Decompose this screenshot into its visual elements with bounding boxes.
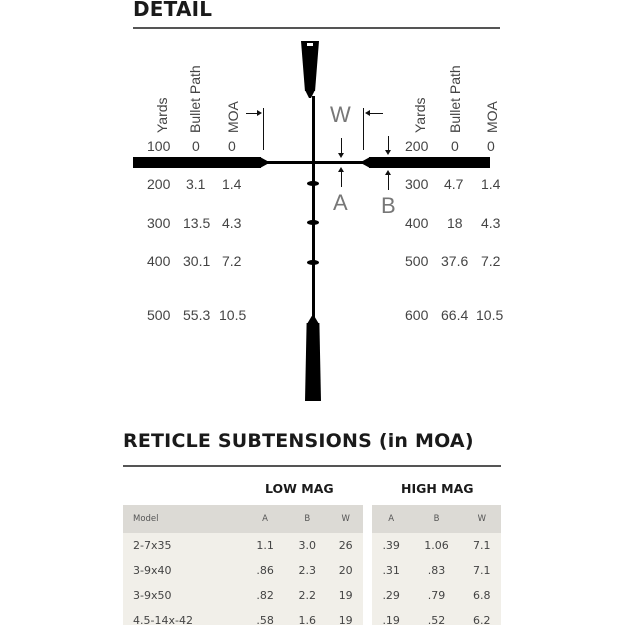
- low-b-cell: 3.0: [298, 539, 317, 552]
- high-header-b: B: [410, 505, 462, 533]
- left-path-0: 0: [192, 138, 200, 154]
- high-a-cell: .29: [382, 589, 400, 602]
- reticle-dot-2: [307, 220, 319, 225]
- table-row: [123, 608, 363, 633]
- left-moa-3: 7.2: [222, 253, 242, 269]
- high-header-a: A: [372, 505, 410, 533]
- reticle-vertical-line: [312, 96, 315, 321]
- table-row: [123, 533, 363, 558]
- high-mag-label: HIGH MAG: [401, 481, 474, 496]
- left-path-4: 55.3: [183, 307, 211, 323]
- left-yards-1: 200: [147, 176, 171, 192]
- high-mag-table: [372, 505, 501, 633]
- w-right-bracket-line: [363, 108, 364, 150]
- low-header-a: A: [244, 505, 286, 533]
- right-header-yards: Yards: [412, 97, 428, 133]
- high-w-cell: 7.1: [473, 564, 491, 577]
- reticle-dot-1: [307, 181, 319, 186]
- low-header-w: W: [328, 505, 363, 533]
- low-a-cell: .58: [256, 614, 274, 627]
- left-header-yards: Yards: [154, 97, 170, 133]
- w-right-arrow-head: [365, 110, 370, 116]
- right-moa-4: 10.5: [476, 307, 504, 323]
- high-b-cell: .79: [427, 589, 446, 602]
- right-path-4: 66.4: [441, 307, 469, 323]
- left-yards-4: 500: [147, 307, 171, 323]
- right-yards-4: 600: [405, 307, 429, 323]
- left-path-1: 3.1: [186, 176, 206, 192]
- left-moa-1: 1.4: [222, 176, 242, 192]
- right-moa-0: 0: [487, 138, 495, 154]
- w-right-arrow-shaft: [368, 113, 383, 114]
- right-path-0: 0: [451, 138, 459, 154]
- right-path-1: 4.7: [444, 176, 464, 192]
- low-w-cell: 19: [338, 614, 353, 627]
- left-yards-3: 400: [147, 253, 171, 269]
- right-yards-2: 400: [405, 215, 429, 231]
- a-bottom-arrow-shaft: [341, 171, 342, 187]
- label-w: W: [330, 102, 351, 127]
- left-moa-0: 0: [228, 138, 236, 154]
- low-b-cell: 1.6: [298, 614, 317, 627]
- low-header-model: Model: [123, 505, 244, 533]
- low-a-cell: .82: [256, 589, 274, 602]
- reticle-bottom-taper: [307, 316, 319, 324]
- high-a-cell: .31: [382, 564, 400, 577]
- low-b-cell: 2.3: [298, 564, 317, 577]
- w-left-bracket-line: [263, 108, 264, 150]
- low-w-cell: 19: [338, 589, 353, 602]
- table-row: [372, 558, 501, 583]
- high-a-cell: .19: [382, 614, 400, 627]
- model-cell: 4.5-14x-42: [133, 614, 193, 627]
- high-b-cell: 1.06: [424, 539, 449, 552]
- left-path-2: 13.5: [183, 215, 211, 231]
- right-moa-2: 4.3: [481, 215, 501, 231]
- high-b-cell: .52: [427, 614, 446, 627]
- reticle-dot-3: [307, 260, 319, 265]
- left-moa-2: 4.3: [222, 215, 242, 231]
- subtensions-title: RETICLE SUBTENSIONS (in MOA): [123, 430, 474, 452]
- high-mag-header-row: [372, 505, 501, 533]
- right-path-3: 37.6: [441, 253, 469, 269]
- high-w-cell: 6.2: [473, 614, 491, 627]
- low-mag-label: LOW MAG: [265, 481, 334, 496]
- w-left-arrow-head: [257, 110, 262, 116]
- left-header-moa: MOA: [225, 101, 241, 133]
- table-row: [372, 608, 501, 633]
- high-a-cell: .39: [382, 539, 400, 552]
- low-w-cell: 26: [338, 539, 353, 552]
- label-a: A: [333, 190, 348, 215]
- reticle-bottom-post: [305, 323, 321, 401]
- low-a-cell: .86: [256, 564, 274, 577]
- a-top-arrow-head: [338, 153, 344, 158]
- right-moa-1: 1.4: [481, 176, 501, 192]
- low-a-cell: 1.1: [256, 539, 274, 552]
- reticle-horizontal-line: [266, 161, 366, 164]
- low-header-b: B: [286, 505, 328, 533]
- model-cell: 3-9x40: [133, 564, 172, 577]
- high-w-cell: 7.1: [473, 539, 491, 552]
- right-yards-0: 200: [405, 138, 429, 154]
- model-cell: 2-7x35: [133, 539, 172, 552]
- right-yards-1: 300: [405, 176, 429, 192]
- reticle-top-notch: [307, 43, 313, 46]
- reticle-right-post: [369, 157, 490, 168]
- table-row: [123, 558, 363, 583]
- left-header-bullet-path: Bullet Path: [187, 65, 203, 133]
- reticle-left-post: [133, 157, 261, 168]
- subtensions-divider: [123, 465, 501, 467]
- label-b: B: [381, 193, 396, 218]
- low-w-cell: 20: [338, 564, 353, 577]
- left-yards-2: 300: [147, 215, 171, 231]
- table-row: [372, 583, 501, 608]
- reticle-top-post: [301, 41, 319, 91]
- b-bottom-arrow-shaft: [388, 174, 389, 190]
- high-header-w: W: [463, 505, 501, 533]
- table-row: [372, 533, 501, 558]
- low-mag-header-row: [123, 505, 363, 533]
- left-yards-0: 100: [147, 138, 171, 154]
- right-header-bullet-path: Bullet Path: [447, 65, 463, 133]
- left-path-3: 30.1: [183, 253, 211, 269]
- high-b-cell: .83: [427, 564, 446, 577]
- right-header-moa: MOA: [484, 101, 500, 133]
- high-w-cell: 6.8: [473, 589, 491, 602]
- right-path-2: 18: [447, 215, 463, 231]
- table-row: [123, 583, 363, 608]
- left-moa-4: 10.5: [219, 307, 247, 323]
- low-mag-table: [123, 505, 363, 633]
- model-cell: 3-9x50: [133, 589, 172, 602]
- b-top-arrow-head: [385, 150, 391, 155]
- right-yards-3: 500: [405, 253, 429, 269]
- high-mag-table-container: [372, 505, 501, 625]
- detail-title: DETAIL: [133, 0, 213, 21]
- detail-divider: [133, 27, 500, 29]
- low-mag-table-container: [123, 505, 363, 625]
- low-b-cell: 2.2: [298, 589, 317, 602]
- right-moa-3: 7.2: [481, 253, 501, 269]
